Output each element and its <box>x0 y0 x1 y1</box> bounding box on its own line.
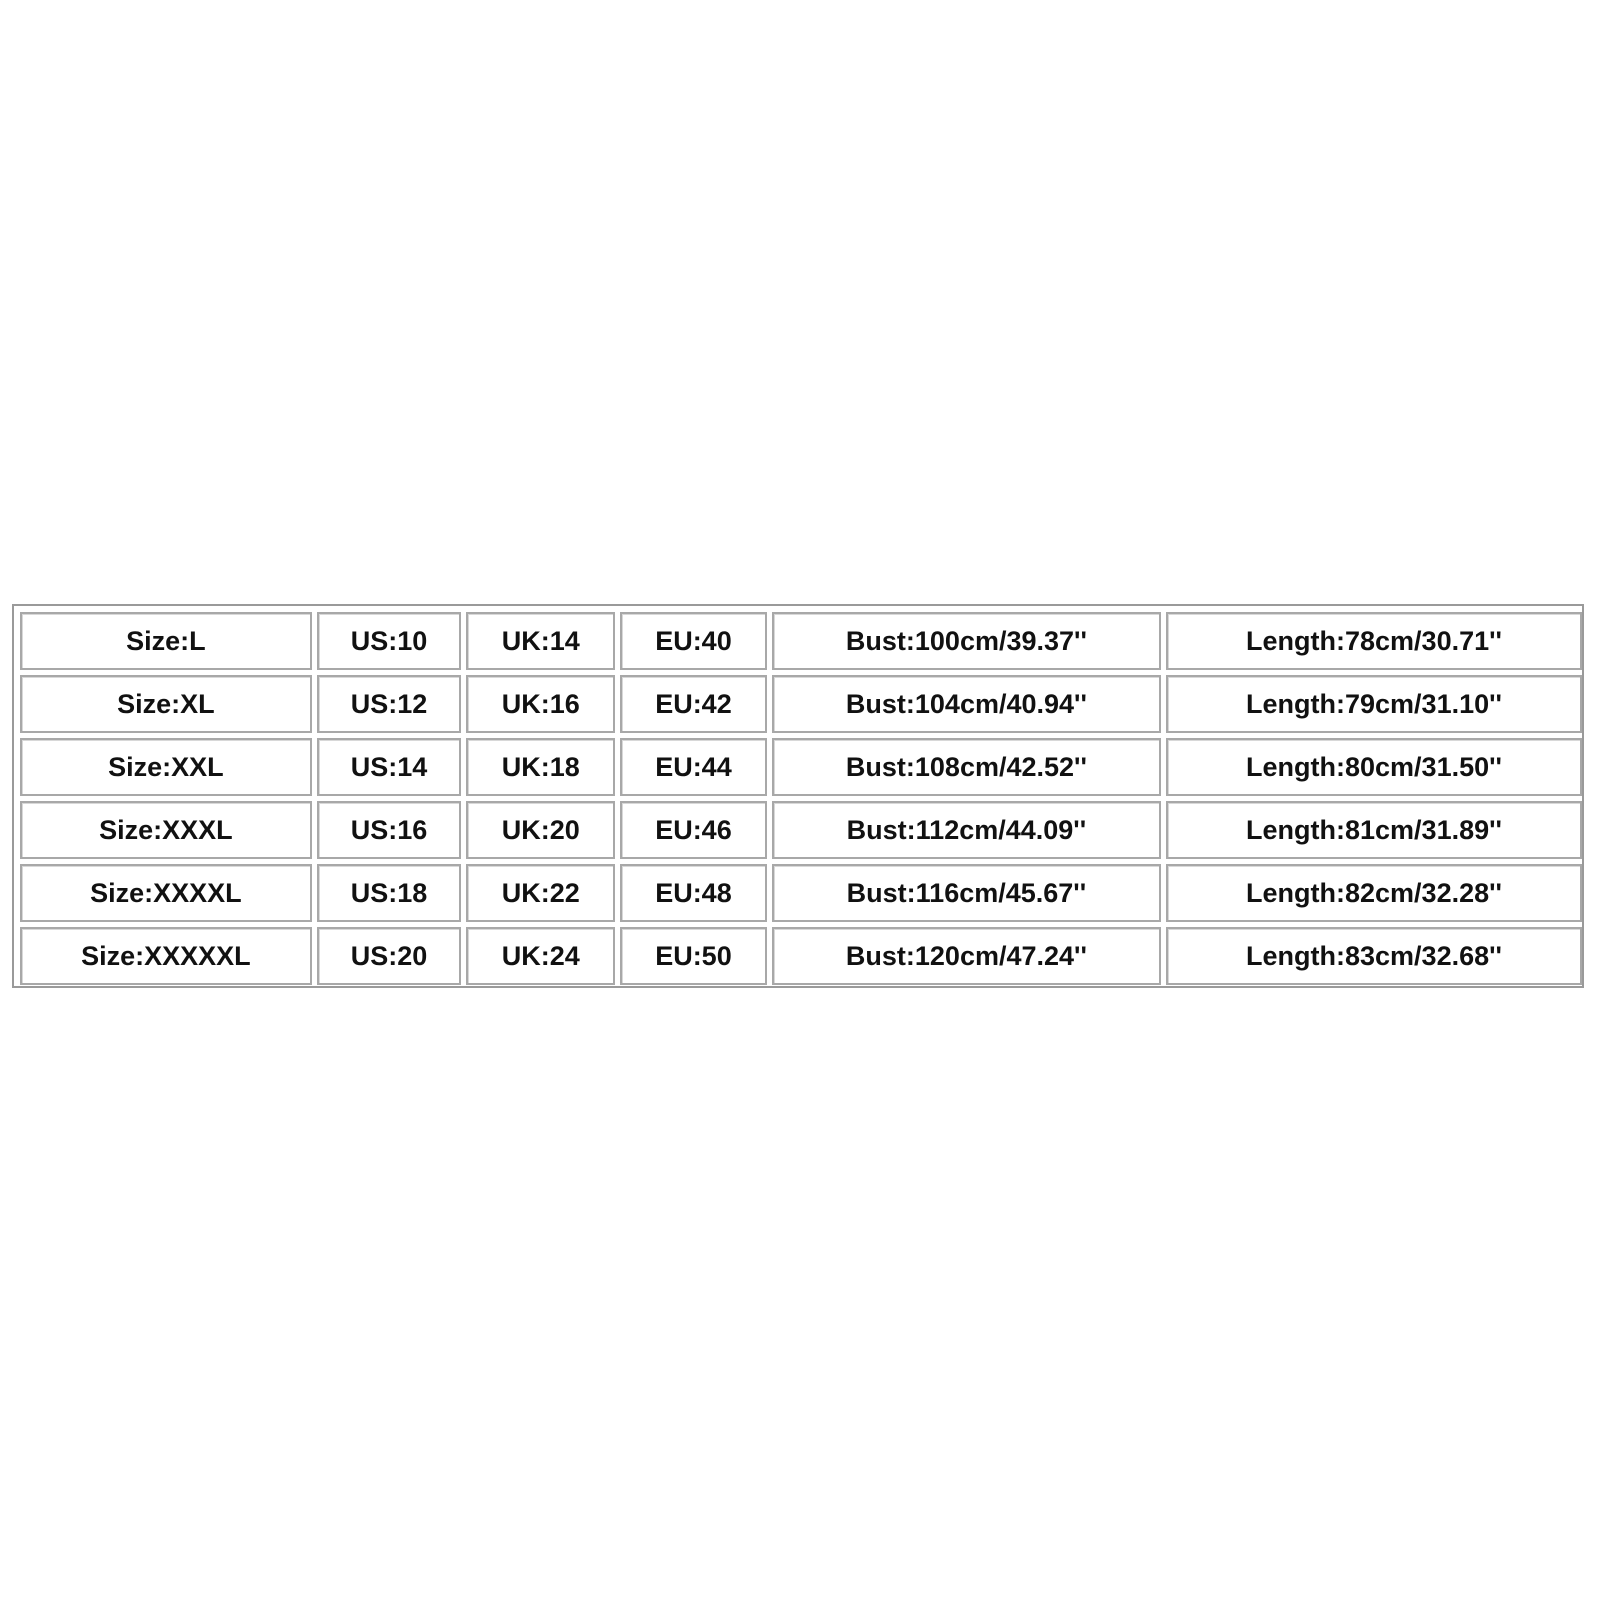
eu-size-cell: EU:50 <box>620 927 767 985</box>
length-cell: Length:80cm/31.50'' <box>1166 738 1582 796</box>
bust-cell: Bust:100cm/39.37'' <box>772 612 1161 670</box>
size-cell: Size:XXL <box>20 738 312 796</box>
uk-size-cell: UK:16 <box>466 675 615 733</box>
size-chart-frame <box>12 604 1584 988</box>
eu-size-cell: EU:48 <box>620 864 767 922</box>
bust-cell: Bust:108cm/42.52'' <box>772 738 1161 796</box>
length-cell: Length:81cm/31.89'' <box>1166 801 1582 859</box>
us-size-cell: US:16 <box>317 801 462 859</box>
size-cell: Size:XXXXL <box>20 864 312 922</box>
table-row <box>20 612 1582 670</box>
size-cell: Size:XL <box>20 675 312 733</box>
length-cell: Length:79cm/31.10'' <box>1166 675 1582 733</box>
eu-size-cell: EU:44 <box>620 738 767 796</box>
size-chart-table <box>15 607 1587 990</box>
bust-cell: Bust:112cm/44.09'' <box>772 801 1161 859</box>
bust-cell: Bust:104cm/40.94'' <box>772 675 1161 733</box>
table-row <box>20 801 1582 859</box>
length-cell: Length:83cm/32.68'' <box>1166 927 1582 985</box>
length-cell: Length:78cm/30.71'' <box>1166 612 1582 670</box>
uk-size-cell: UK:14 <box>466 612 615 670</box>
us-size-cell: US:14 <box>317 738 462 796</box>
table-row <box>20 738 1582 796</box>
bust-cell: Bust:120cm/47.24'' <box>772 927 1161 985</box>
table-row <box>20 927 1582 985</box>
length-cell: Length:82cm/32.28'' <box>1166 864 1582 922</box>
size-cell: Size:L <box>20 612 312 670</box>
eu-size-cell: EU:42 <box>620 675 767 733</box>
us-size-cell: US:10 <box>317 612 462 670</box>
table-row <box>20 675 1582 733</box>
us-size-cell: US:12 <box>317 675 462 733</box>
uk-size-cell: UK:18 <box>466 738 615 796</box>
size-cell: Size:XXXL <box>20 801 312 859</box>
table-row <box>20 864 1582 922</box>
us-size-cell: US:20 <box>317 927 462 985</box>
size-cell: Size:XXXXXL <box>20 927 312 985</box>
us-size-cell: US:18 <box>317 864 462 922</box>
uk-size-cell: UK:24 <box>466 927 615 985</box>
bust-cell: Bust:116cm/45.67'' <box>772 864 1161 922</box>
uk-size-cell: UK:22 <box>466 864 615 922</box>
eu-size-cell: EU:40 <box>620 612 767 670</box>
uk-size-cell: UK:20 <box>466 801 615 859</box>
eu-size-cell: EU:46 <box>620 801 767 859</box>
